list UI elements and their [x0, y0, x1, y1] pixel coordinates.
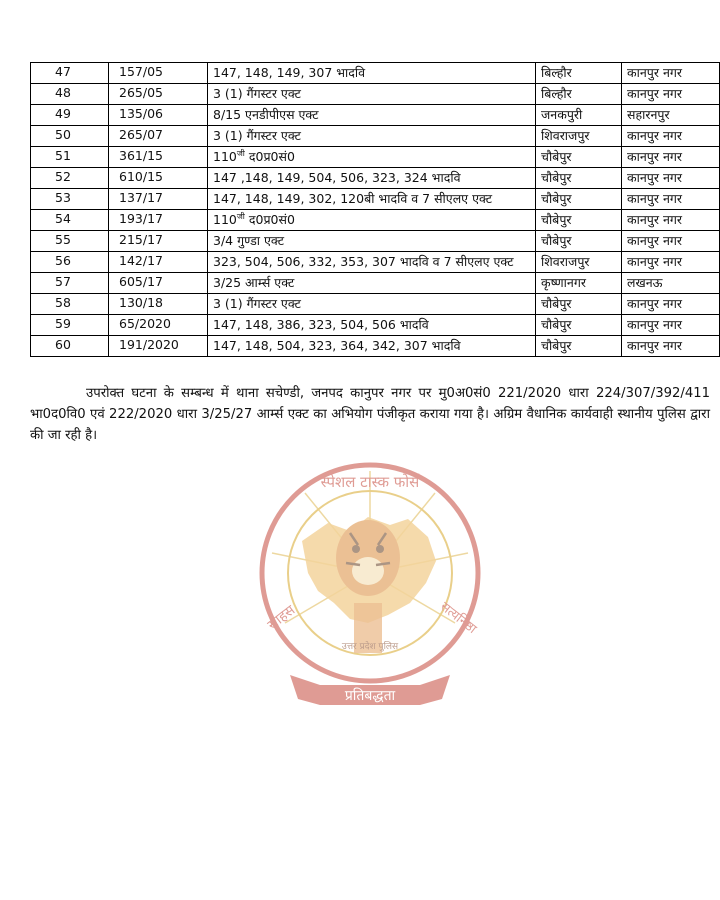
- section-text: 323, 504, 506, 332, 353, 307 भादवि व 7 सीएलए एक्ट: [213, 254, 514, 269]
- table-row: [31, 189, 720, 210]
- sections-cell: [208, 105, 536, 126]
- case-number-cell: 130/18: [109, 294, 208, 315]
- sections-cell: [208, 231, 536, 252]
- police-station-cell: चौबेपुर: [536, 315, 622, 336]
- police-station-cell: कृष्णानगर: [536, 273, 622, 294]
- table-row: [31, 84, 720, 105]
- police-station-cell: बिल्हौर: [536, 63, 622, 84]
- district-cell: सहारनपुर: [622, 105, 720, 126]
- district-cell: कानपुर नगर: [622, 315, 720, 336]
- table-row: [31, 273, 720, 294]
- records-table-body: [31, 63, 720, 357]
- stf-emblem-watermark: [250, 453, 490, 723]
- serial-number-cell: 58: [31, 294, 109, 315]
- district-cell: कानपुर नगर: [622, 252, 720, 273]
- district-cell: कानपुर नगर: [622, 126, 720, 147]
- section-superscript: जी: [236, 148, 245, 158]
- serial-number-cell: 50: [31, 126, 109, 147]
- case-number-cell: 265/07: [109, 126, 208, 147]
- police-station-cell: बिल्हौर: [536, 84, 622, 105]
- police-station-cell: चौबेपुर: [536, 294, 622, 315]
- serial-number-cell: 59: [31, 315, 109, 336]
- table-row: [31, 105, 720, 126]
- police-station-cell: शिवराजपुर: [536, 126, 622, 147]
- police-station-cell: शिवराजपुर: [536, 252, 622, 273]
- section-text: 3 (1) गैंगस्टर एक्ट: [213, 128, 301, 143]
- case-number-cell: 142/17: [109, 252, 208, 273]
- section-text: 3/25 आर्म्स एक्ट: [213, 275, 295, 290]
- district-cell: कानपुर नगर: [622, 84, 720, 105]
- police-station-cell: चौबेपुर: [536, 147, 622, 168]
- case-number-cell: 157/05: [109, 63, 208, 84]
- emblem-top-text: स्पेशल टास्क फोर्स: [320, 473, 420, 491]
- table-row: [31, 168, 720, 189]
- police-station-cell: चौबेपुर: [536, 231, 622, 252]
- district-cell: कानपुर नगर: [622, 189, 720, 210]
- section-text: 147 ,148, 149, 504, 506, 323, 324 भादवि: [213, 170, 461, 185]
- sections-cell: [208, 147, 536, 168]
- section-text: 3 (1) गैंगस्टर एक्ट: [213, 296, 301, 311]
- district-cell: कानपुर नगर: [622, 210, 720, 231]
- records-table: [30, 62, 720, 357]
- district-cell: कानपुर नगर: [622, 231, 720, 252]
- sections-cell: [208, 294, 536, 315]
- district-cell: कानपुर नगर: [622, 63, 720, 84]
- table-row: [31, 231, 720, 252]
- table-row: [31, 210, 720, 231]
- case-number-cell: 605/17: [109, 273, 208, 294]
- district-cell: लखनऊ: [622, 273, 720, 294]
- sections-cell: [208, 189, 536, 210]
- section-text: 3 (1) गैंगस्टर एक्ट: [213, 86, 301, 101]
- section-text: 147, 148, 504, 323, 364, 342, 307 भादवि: [213, 338, 461, 353]
- serial-number-cell: 48: [31, 84, 109, 105]
- case-number-cell: 610/15: [109, 168, 208, 189]
- serial-number-cell: 49: [31, 105, 109, 126]
- serial-number-cell: 54: [31, 210, 109, 231]
- district-cell: कानपुर नगर: [622, 168, 720, 189]
- district-cell: कानपुर नगर: [622, 294, 720, 315]
- table-row: [31, 147, 720, 168]
- case-number-cell: 191/2020: [109, 336, 208, 357]
- district-cell: कानपुर नगर: [622, 336, 720, 357]
- case-number-cell: 265/05: [109, 84, 208, 105]
- police-station-cell: जनकपुरी: [536, 105, 622, 126]
- table-row: [31, 126, 720, 147]
- police-station-cell: चौबेपुर: [536, 336, 622, 357]
- sections-cell: [208, 252, 536, 273]
- case-number-cell: 65/2020: [109, 315, 208, 336]
- emblem-right-text: सत्यनिष्ठा: [437, 599, 480, 637]
- sections-cell: [208, 126, 536, 147]
- table-row: [31, 315, 720, 336]
- section-suffix: द0प्र0सं0: [244, 212, 295, 227]
- emblem-left-text: साहस: [264, 602, 299, 634]
- section-text: 147, 148, 386, 323, 504, 506 भादवि: [213, 317, 429, 332]
- section-text: 8/15 एनडीपीएस एक्ट: [213, 107, 319, 122]
- serial-number-cell: 57: [31, 273, 109, 294]
- serial-number-cell: 60: [31, 336, 109, 357]
- section-text: 147, 148, 149, 307 भादवि: [213, 65, 366, 80]
- table-row: [31, 294, 720, 315]
- section-superscript: जी: [236, 211, 245, 221]
- section-text: 110: [213, 149, 237, 164]
- emblem-inner-text: उत्तर प्रदेश पुलिस: [341, 642, 399, 652]
- serial-number-cell: 53: [31, 189, 109, 210]
- table-row: [31, 63, 720, 84]
- case-number-cell: 137/17: [109, 189, 208, 210]
- sections-cell: [208, 315, 536, 336]
- section-text: 147, 148, 149, 302, 120बी भादवि व 7 सीएलए एक्ट: [213, 191, 493, 206]
- case-number-cell: 193/17: [109, 210, 208, 231]
- serial-number-cell: 52: [31, 168, 109, 189]
- serial-number-cell: 56: [31, 252, 109, 273]
- emblem-ribbon-text: प्रतिबद्धता: [344, 688, 396, 704]
- case-number-cell: 361/15: [109, 147, 208, 168]
- section-text: 3/4 गुण्डा एक्ट: [213, 233, 284, 248]
- summary-paragraph: उपरोक्त घटना के सम्बन्ध में थाना सचेण्डी, जनपद कानुपर नगर पर मु0अ0सं0 221/2020 धारा 224/307/392/411 भा0द0वि0 एवं 222/2020 धारा 3/25/27 आर्म्स एक्ट का अभियोग पंजीकृत कराया गया है। अग्रिम वैधानिक कार्यवाही स्थानीय पुलिस द्वारा की जा रही है।: [30, 386, 710, 443]
- serial-number-cell: 51: [31, 147, 109, 168]
- section-suffix: द0प्र0सं0: [244, 149, 295, 164]
- sections-cell: [208, 84, 536, 105]
- sections-cell: [208, 210, 536, 231]
- serial-number-cell: 47: [31, 63, 109, 84]
- section-text: 110: [213, 212, 237, 227]
- sections-cell: [208, 168, 536, 189]
- serial-number-cell: 55: [31, 231, 109, 252]
- case-number-cell: 135/06: [109, 105, 208, 126]
- district-cell: कानपुर नगर: [622, 147, 720, 168]
- sections-cell: [208, 336, 536, 357]
- police-station-cell: चौबेपुर: [536, 189, 622, 210]
- police-station-cell: चौबेपुर: [536, 210, 622, 231]
- table-row: [31, 336, 720, 357]
- police-station-cell: चौबेपुर: [536, 168, 622, 189]
- sections-cell: [208, 273, 536, 294]
- case-number-cell: 215/17: [109, 231, 208, 252]
- sections-cell: [208, 63, 536, 84]
- table-row: [31, 252, 720, 273]
